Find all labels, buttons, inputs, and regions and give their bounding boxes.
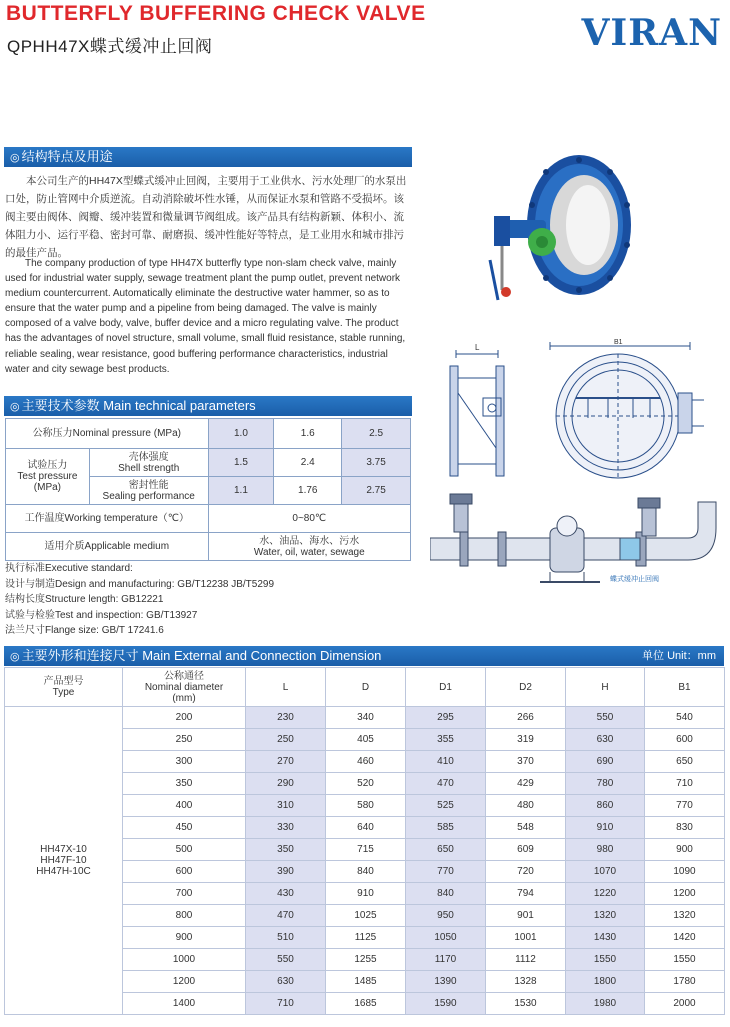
description-chinese: 本公司生产的HH47X型蝶式缓冲止回阀，主要用于工业供水、污水处理厂的水泵出口处，防止管网中介质逆流。自动消除破坏性水锤，从而保证水泵和管路不受损坏。该阀主要由阀体、阀瓣、缓冲装置和微量调节阀组成。该产品具有结构新颖、体积小、流体阻力小、运行平稳、密封可靠、耐磨损、缓冲性能好等特点，是工业用水和城市排污的最佳产品。 [5,175,407,259]
nominal-diameter-cell: 700 [123,883,246,905]
dimension-cell: 460 [326,751,406,773]
table-row [5,707,725,729]
dimension-cell: 630 [246,971,326,993]
dimension-cell: 295 [406,707,486,729]
dimension-cell: 550 [566,707,645,729]
dimension-cell: 290 [246,773,326,795]
header-d: D [326,668,406,707]
section-dimension-title: 主要外形和连接尺寸 Main External and Connection Dimension [21,648,382,663]
dimension-cell: 1485 [326,971,406,993]
dimension-cell: 900 [645,839,725,861]
shell-strength-label-cn: 壳体强度 [128,451,169,463]
dimension-cell: 340 [326,707,406,729]
dimension-cell: 430 [246,883,326,905]
dimension-cell: 230 [246,707,326,729]
dimension-cell: 720 [486,861,566,883]
section-params-title: 主要技术参数 Main technical parameters [21,398,256,413]
dimension-cell: 1550 [645,949,725,971]
dimension-cell: 715 [326,839,406,861]
sealing-label [89,477,208,505]
dimension-cell: 640 [326,817,406,839]
dimension-cell: 470 [246,905,326,927]
dim-l-label: L [475,343,480,352]
installation-drawing [430,488,728,590]
dimension-cell: 980 [566,839,645,861]
header-dn-cn: 公称通径 [164,670,204,682]
dimension-cell: 429 [486,773,566,795]
standard-item: 法兰尺寸Flange size: GB/T 17241.6 [5,625,164,636]
nominal-diameter-cell: 450 [123,817,246,839]
nominal-diameter-cell: 300 [123,751,246,773]
test-pressure-label-en: Test pressure [17,471,78,482]
nominal-diameter-cell: 1000 [123,949,246,971]
unit-label: 单位 Unit：mm [642,650,716,662]
dimension-cell: 525 [406,795,486,817]
dimension-cell: 370 [486,751,566,773]
test-pressure-label-cn: 试验压力 [27,460,68,471]
dimension-cell: 770 [406,861,486,883]
dimension-cell: 830 [645,817,725,839]
param-value: 1.0 [208,419,274,449]
dim-b1-label: B1 [614,339,623,346]
standard-item: 试验与检验Test and inspection: GB/T13927 [5,609,198,621]
dimension-cell: 710 [246,993,326,1015]
dimension-cell: 350 [246,839,326,861]
dimension-cell: 1090 [645,861,725,883]
dimension-cell: 1550 [566,949,645,971]
param-value: 1.5 [208,449,274,477]
dimension-cell: 270 [246,751,326,773]
dimension-cell: 585 [406,817,486,839]
medium-value-en: Water, oil, water, sewage [253,546,365,558]
nominal-pressure-label: 公称压力Nominal pressure (MPa) [6,419,209,449]
dimension-cell: 310 [246,795,326,817]
dimension-cell: 1025 [326,905,406,927]
nominal-diameter-cell: 200 [123,707,246,729]
dimension-cell: 390 [246,861,326,883]
dimension-cell: 1780 [645,971,725,993]
header-nominal-diameter [123,668,246,707]
header-l: L [246,668,326,707]
dimension-cell: 1070 [566,861,645,883]
product-type: HH47F-10 [40,855,87,866]
dimension-cell: 950 [406,905,486,927]
dimension-cell: 1125 [326,927,406,949]
param-value: 1.76 [274,477,342,505]
dimension-cell: 1200 [645,883,725,905]
dimension-cell: 860 [566,795,645,817]
header-type [5,668,123,707]
product-type: HH47X-10 [40,844,87,855]
dimension-cell: 650 [406,839,486,861]
dimension-table [4,667,725,1015]
title-chinese: QPHH47X蝶式缓冲止回阀 [7,37,213,56]
description-english: The company production of type HH47X butterfly type non-slam check valve, mainly used for industrial water supply, sewage treatment plant the pump outlet, prevent network medium countercurrent. Automatically eliminate the destructive water hammer, so as to ensure that the water pump and a pipeline from being damaged. The valve is mainly composed of a valve body, valve, buffer device and a micro regulating valve. The product has the advantages of novel structure, small volume, small fluid resistance, stable running, reliable sealing, wear resistance, good buffering performance characteristics, industrial water and city sewage best products. [5,258,406,375]
product-type-cell [5,707,123,1015]
dimension-cell: 1001 [486,927,566,949]
dimension-cell: 650 [645,751,725,773]
dimension-cell: 1980 [566,993,645,1015]
dimension-cell: 480 [486,795,566,817]
param-value: 2.4 [274,449,342,477]
test-pressure-unit: (MPa) [33,482,62,493]
sealing-label-cn: 密封性能 [128,479,169,491]
standard-item: 执行标准Executive standard: [5,563,133,574]
dimension-cell: 1800 [566,971,645,993]
dimension-cell: 1320 [645,905,725,927]
dimension-cell: 1685 [326,993,406,1015]
header-type-cn: 产品型号 [43,676,84,687]
dimension-cell: 405 [326,729,406,751]
param-value: 1.1 [208,477,274,505]
dimension-cell: 630 [566,729,645,751]
dimension-cell: 520 [326,773,406,795]
brand-logo: VIRAN [581,12,722,54]
shell-strength-label-en: Shell strength [118,462,180,474]
header-dn-unit: (mm) [172,692,196,704]
header-dn-en: Nominal diameter [144,681,224,693]
test-pressure-label [6,449,90,505]
dimension-cell: 548 [486,817,566,839]
dimension-cell: 510 [246,927,326,949]
section-params-bar [4,396,412,416]
dimension-cell: 794 [486,883,566,905]
valve-photo [484,150,634,315]
nominal-diameter-cell: 900 [123,927,246,949]
section-structure-title: 结构特点及用途 [21,149,113,164]
section-dimension-bar [4,646,724,666]
dimension-cell: 600 [645,729,725,751]
sealing-label-en: Sealing performance [102,490,195,502]
dimension-cell: 1420 [645,927,725,949]
dimension-cell: 1328 [486,971,566,993]
param-value: 1.6 [274,419,342,449]
dimension-cell: 1320 [566,905,645,927]
medium-value [208,533,410,561]
param-value: 3.75 [342,449,411,477]
header-h: H [566,668,645,707]
product-type: HH47H-10C [36,866,91,877]
medium-value-cn: 水、油品、海水、污水 [259,535,360,547]
dimension-cell: 1390 [406,971,486,993]
dimension-cell: 1170 [406,949,486,971]
standard-item: 设计与制造Design and manufacturing: GB/T12238 JB/T5299 [5,578,275,590]
dimension-cell: 355 [406,729,486,751]
param-value: 2.75 [342,477,411,505]
dimension-cell: 840 [326,861,406,883]
dimension-cell: 910 [326,883,406,905]
nominal-diameter-cell: 1400 [123,993,246,1015]
dimension-cell: 1112 [486,949,566,971]
dimension-cell: 1220 [566,883,645,905]
dimension-cell: 710 [645,773,725,795]
standards-list [5,561,274,639]
dimension-cell: 770 [645,795,725,817]
dimension-cell: 410 [406,751,486,773]
bullet-icon: ◎ [10,651,20,663]
header-type-en: Type [52,687,75,698]
shell-strength-label [89,449,208,477]
medium-label: 适用介质Applicable medium [6,533,209,561]
dimension-cell: 1530 [486,993,566,1015]
nominal-diameter-cell: 600 [123,861,246,883]
dimension-cell: 690 [566,751,645,773]
dimension-cell: 609 [486,839,566,861]
params-table [5,418,411,561]
dimension-cell: 540 [645,707,725,729]
dimension-cell: 470 [406,773,486,795]
dimension-cell: 250 [246,729,326,751]
standard-item: 结构长度Structure length: GB12221 [5,594,164,605]
nominal-diameter-cell: 500 [123,839,246,861]
technical-drawing [438,338,728,486]
nominal-diameter-cell: 1200 [123,971,246,993]
install-caption: 蝶式缓冲止回阀 [610,575,659,583]
dimension-cell: 550 [246,949,326,971]
dimension-cell: 901 [486,905,566,927]
dimension-cell: 1590 [406,993,486,1015]
dimension-cell: 266 [486,707,566,729]
dimension-cell: 1050 [406,927,486,949]
dimension-cell: 580 [326,795,406,817]
dimension-cell: 910 [566,817,645,839]
working-temp-value: 0~80℃ [208,505,410,533]
section-structure-bar [4,147,412,167]
dimension-cell: 330 [246,817,326,839]
dimension-cell: 780 [566,773,645,795]
dimension-cell: 1255 [326,949,406,971]
nominal-diameter-cell: 400 [123,795,246,817]
dimension-cell: 1430 [566,927,645,949]
header-d2: D2 [486,668,566,707]
bullet-icon: ◎ [10,152,20,164]
nominal-diameter-cell: 800 [123,905,246,927]
dimension-cell: 2000 [645,993,725,1015]
working-temp-label: 工作温度Working temperature（℃） [6,505,209,533]
dimension-cell: 840 [406,883,486,905]
header-d1: D1 [406,668,486,707]
dimension-table-body [5,707,725,1015]
header-b1: B1 [645,668,725,707]
title-english: BUTTERFLY BUFFERING CHECK VALVE [6,2,426,25]
param-value: 2.5 [342,419,411,449]
nominal-diameter-cell: 350 [123,773,246,795]
dimension-cell: 319 [486,729,566,751]
nominal-diameter-cell: 250 [123,729,246,751]
bullet-icon: ◎ [10,401,20,413]
